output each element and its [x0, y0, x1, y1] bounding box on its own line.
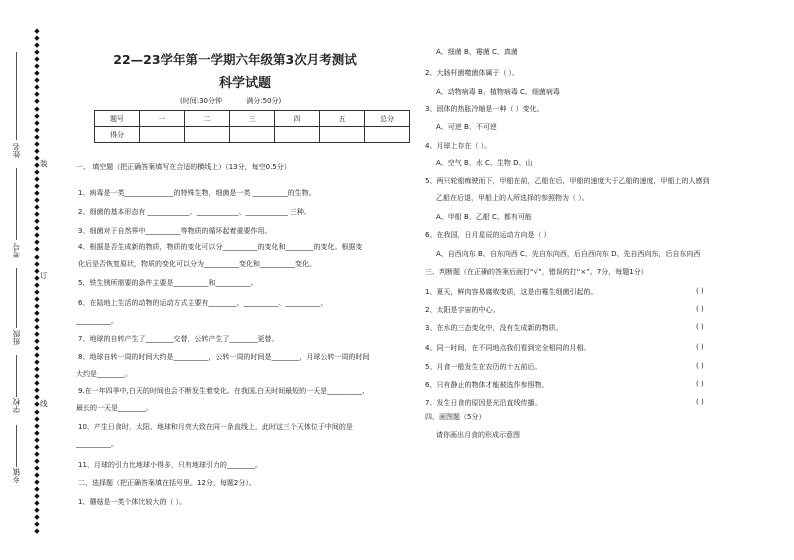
score-header-cell: 题号	[95, 111, 140, 127]
binding-diamond-icon: ◆	[34, 435, 40, 444]
question-line: 11、月球的引力比地球小得多，只有地球引力的________。	[78, 461, 262, 469]
question-line: 二、选择题（把正确答案填在括号里。12分，每题2分）。	[78, 479, 256, 487]
binding-diamond-icon: ◆	[34, 379, 40, 388]
binding-diamond-icon: ◆	[34, 372, 40, 381]
binding-diamond-icon: ◆	[34, 499, 40, 508]
question-line: 3、在水的三态变化中，没有生成新的物质。	[425, 324, 563, 332]
question-line: 6、只有静止的物体才能被选作参照物。	[425, 381, 549, 389]
binding-diamond-icon: ◆	[34, 478, 40, 486]
binding-diamond-icon: ◆	[34, 238, 40, 247]
binding-diamond-icon: ◆	[34, 153, 40, 162]
binding-diamond-icon: ◆	[34, 280, 40, 289]
question-line: 7、发生日食的原因是光沿直线传播。	[425, 399, 542, 407]
binding-diamond-icon: ◆	[34, 97, 40, 106]
binding-diamond-icon: ◆	[34, 139, 40, 148]
binding-diamond-icon: ◆	[34, 69, 40, 78]
exam-title: 22—23学年第一学期六年级第3次月考测试	[113, 52, 357, 67]
question-line: 4、同一时间，在不同地点我们看到完全相同的月相。	[425, 344, 591, 352]
binding-diamond-icon: ◆	[34, 506, 40, 515]
question-line: 4、月球上存在（ ）。	[425, 142, 492, 150]
binding-underline	[16, 268, 17, 328]
question-line: 3、固体的热胀冷缩是一种（ ）变化。	[425, 105, 544, 113]
binding-diamond-icon: ◆	[34, 182, 40, 191]
binding-diamond-icon: ◆	[34, 365, 40, 374]
question-line: 2、大肠杆菌噬菌体属于（ ）。	[425, 69, 520, 77]
binding-diamond-icon: ◆	[34, 485, 40, 494]
question-line: 5、月食一般发生在农历的十五前后。	[425, 363, 542, 371]
question-line: 四、画图题（5分）	[425, 413, 486, 421]
question-line: 6、在我国，日月星辰的运动方向是（ ）	[425, 231, 551, 239]
score-table	[94, 110, 410, 143]
score-row-label: 得分	[95, 127, 140, 143]
binding-diamond-icon: ◆	[34, 358, 40, 367]
binding-diamond-icon: ◆	[34, 41, 40, 50]
binding-label-school: 学校	[12, 398, 21, 413]
exam-meta	[180, 96, 303, 106]
question-line: 乙船在后退，甲船上的人所选择的参照物为（ ）。	[436, 194, 589, 202]
binding-diamond-icon: ◆	[34, 294, 40, 303]
binding-diamond-icon: ◆	[34, 203, 40, 212]
binding-diamond-icon: ◆	[34, 48, 40, 57]
score-cell[interactable]	[320, 127, 365, 143]
question-line: 1、蘑菇是一类个体比较大的（ ）。	[78, 498, 187, 506]
answer-paren[interactable]: ( )	[696, 343, 704, 351]
question-line: 一、 填空题（把正确答案填写在合适的横线上）（13分，每空0.5分）	[76, 163, 291, 171]
binding-underline	[16, 355, 17, 397]
binding-diamond-icon: ◆	[34, 189, 40, 198]
binding-diamond-icon: ◆	[34, 174, 40, 183]
score-cell[interactable]	[140, 127, 185, 143]
question-line: 7、地球的自转产生了________交替，公转产生了________更替。	[78, 335, 279, 343]
binding-diamond-icon: ◆	[34, 322, 40, 331]
binding-diamond-icon: ◆	[34, 210, 40, 219]
score-cell[interactable]	[365, 127, 410, 143]
binding-diamond-icon: ◆	[34, 83, 40, 92]
answer-paren[interactable]: ( )	[696, 287, 704, 295]
binding-diamond-icon: ◆	[34, 428, 40, 437]
binding-diamond-icon: ◆	[34, 456, 40, 465]
binding-diamond-icon: ◆	[34, 266, 40, 275]
exam-time: (时间:30分钟	[180, 97, 222, 105]
question-line: 9.在一年四季中,白天的时间也会不断发生着变化。在我国,白天时间最短的一天是__________,	[78, 387, 365, 395]
score-header-cell: 二	[185, 111, 230, 127]
binding-diamond-icon: ◆	[34, 167, 40, 176]
question-line: A、自西向东 B、自东向西 C、先自东向西，后自西向东 D、先自西向东，后自东向西	[436, 250, 701, 258]
binding-diamond-icon: ◆	[34, 421, 40, 430]
binding-diamond-icon: ◆	[34, 273, 40, 282]
binding-diamond-icon: ◆	[34, 62, 40, 71]
question-line: 2、细菌的基本形态有 ____________、____________、____________ 三种。	[78, 208, 311, 216]
binding-diamond-icon: ◆	[34, 301, 40, 310]
binding-label-town: 乡镇	[12, 468, 21, 483]
binding-diamond-icon: ◆	[34, 146, 40, 155]
question-line: 最长的一天是________。	[76, 404, 153, 412]
binding-diamond-icon: ◆	[34, 315, 40, 324]
binding-diamond-icon: ◆	[34, 231, 40, 240]
binding-diamond-icon: ◆	[34, 111, 40, 120]
question-line: 三、判断题（在正确的答案后面打“√”，错误的打“×”。7分，每题1分）	[425, 268, 648, 276]
binding-diamond-icon: ◆	[34, 217, 40, 226]
question-line: A、甲船 B、乙船 C、都有可能	[436, 213, 532, 221]
question-line: 1、夏天，鲜肉容易腐败变质，这是由霉生细菌引起的。	[425, 288, 598, 296]
exam-score: 满分:50分)	[246, 97, 282, 105]
answer-paren[interactable]: ( )	[696, 323, 704, 331]
binding-diamond-icon: ◆	[34, 308, 40, 317]
binding-diamond-icon: ◆	[34, 27, 40, 35]
binding-underline	[16, 168, 17, 240]
score-table-header	[95, 111, 410, 127]
exam-subtitle: 科学试题	[218, 76, 271, 91]
score-header-cell: 五	[320, 111, 365, 127]
binding-mark: 订	[40, 271, 48, 280]
binding-diamond-icon: ◆	[34, 245, 40, 254]
answer-paren[interactable]: ( )	[696, 305, 704, 313]
binding-diamond-icon: ◆	[34, 414, 40, 423]
binding-diamond-icon: ◆	[34, 400, 40, 409]
binding-diamond-icon: ◆	[34, 104, 40, 113]
question-line: 化后是否恢复原状，物质的变化可以分为__________变化和__________变化。	[78, 260, 316, 268]
binding-diamond-icon: ◆	[34, 118, 40, 127]
score-table-row	[95, 127, 410, 143]
binding-diamond-icon: ◆	[34, 344, 40, 353]
binding-diamond-icon: ◆	[34, 55, 40, 64]
binding-diamond-icon: ◆	[34, 252, 40, 261]
question-line: 6、在陆地上生活的动物的运动方式主要有________、__________、__________、	[78, 299, 328, 307]
score-header-cell: 四	[275, 111, 320, 127]
question-line: 2、太阳是宇宙的中心。	[425, 306, 500, 314]
question-line: 4、根据是否生成新的物质，物质的变化可以分__________的变化和________的变化。根据变	[78, 243, 363, 251]
score-cell[interactable]	[230, 127, 275, 143]
answer-paren[interactable]: ( )	[696, 398, 704, 406]
question-line: 请你画出月食的形成示意图	[436, 431, 520, 439]
answer-paren[interactable]: ( )	[696, 362, 704, 370]
score-cell[interactable]	[185, 127, 230, 143]
question-line: A、动物病毒 B、植物病毒 C、细菌病毒	[436, 88, 560, 96]
binding-mark: 装	[40, 159, 48, 168]
question-line: 大约是________。	[76, 370, 132, 378]
binding-margin	[30, 28, 44, 536]
question-line: 10、产生日食时，太阳、地球和月亮大致在同一条直线上，此时这三个天体位于中间的是	[78, 423, 353, 431]
binding-label-id: 考号	[12, 243, 21, 258]
binding-diamond-icon: ◆	[34, 337, 40, 346]
question-line: A、可逆 B、不可逆	[436, 123, 497, 131]
question-line: 3、细菌对于自然界中__________等物质的循环起着重要作用。	[78, 227, 272, 235]
binding-diamond-icon: ◆	[34, 386, 40, 395]
binding-mark: 线	[40, 399, 48, 408]
binding-diamond-icon: ◆	[34, 351, 40, 360]
binding-diamond-icon: ◆	[34, 132, 40, 141]
answer-paren[interactable]: ( )	[696, 380, 704, 388]
binding-diamond-icon: ◆	[34, 90, 40, 99]
binding-diamond-icon: ◆	[34, 470, 40, 479]
question-line: A、空气 B、水 C、生物 D、山	[436, 159, 533, 167]
binding-diamond-icon: ◆	[34, 527, 40, 536]
binding-diamond-icon: ◆	[34, 492, 40, 501]
binding-diamond-icon: ◆	[34, 407, 40, 416]
binding-diamond-icon: ◆	[34, 287, 40, 296]
question-line: __________。	[76, 440, 118, 448]
question-line: 8、地球自转一周的时间大约是__________，公转一周的时间是________，月球公转一周的时间	[78, 353, 370, 361]
score-header-cell: 总分	[365, 111, 410, 127]
binding-underline	[16, 425, 17, 467]
binding-underline	[16, 52, 17, 140]
binding-diamond-icon: ◆	[34, 463, 40, 472]
score-header-cell: 一	[140, 111, 185, 127]
question-line: 5、铁生锈所需要的条件主要是__________和__________。	[78, 279, 258, 287]
binding-diamond-icon: ◆	[34, 224, 40, 233]
binding-label-name: 姓名	[12, 143, 21, 158]
question-line: 5、两只轮船痴驶而下，甲船在前，乙船在后，甲船的速度大于乙船的速度，甲船上的人感到	[425, 177, 710, 185]
question-line: __________。	[76, 317, 118, 325]
binding-diamond-icon: ◆	[34, 259, 40, 268]
binding-diamond-icon: ◆	[34, 449, 40, 458]
binding-diamond-icon: ◆	[34, 330, 40, 339]
binding-diamond-icon: ◆	[34, 442, 40, 451]
binding-label-class: 班级	[12, 330, 21, 345]
binding-diamond-icon: ◆	[34, 34, 40, 43]
binding-diamond-icon: ◆	[34, 196, 40, 205]
question-line: A、细菌 B、霉菌 C、真菌	[436, 48, 518, 56]
binding-diamond-icon: ◆	[34, 520, 40, 529]
score-cell[interactable]	[275, 127, 320, 143]
binding-diamond-icon: ◆	[34, 513, 40, 522]
binding-diamond-icon: ◆	[34, 160, 40, 169]
binding-diamond-icon: ◆	[34, 76, 40, 85]
question-line: 1、病毒是一类______________的特殊生物，细菌是一类 __________的生物。	[78, 189, 316, 197]
binding-diamond-icon: ◆	[34, 125, 40, 134]
binding-diamond-icon: ◆	[34, 393, 40, 402]
score-header-cell: 三	[230, 111, 275, 127]
